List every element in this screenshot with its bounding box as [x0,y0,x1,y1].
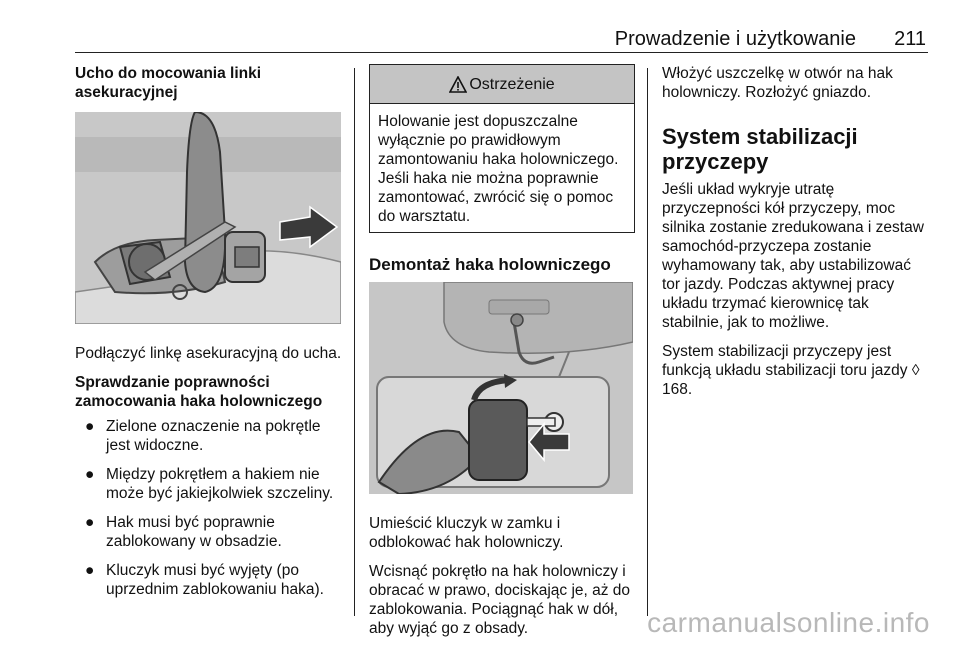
page-reference[interactable]: 168. [662,381,693,398]
column-1 [75,64,343,609]
paragraph: Umieścić kluczyk w zamku i odblokować hak holowniczy. [369,515,564,551]
column-3 [662,64,930,409]
header-title: Prowadzenie i użytkowanie [614,28,856,50]
column-2 [369,64,635,648]
figure-caption: Podłączyć linkę asekuracyjną do ucha. [75,345,342,362]
paragraph: System stabilizacji przyczepy jest funkcją układu stabilizacji toru jazdy ◊ 168. [662,343,920,398]
section-heading: Demontaż haka holowniczego [369,255,611,274]
list-item: ● Kluczyk musi być wyjęty (po uprzednim zablokowaniu haka). [85,562,324,598]
page-number: 211 [894,28,926,50]
warning-title: Ostrzeżenie [469,75,555,93]
warning-box [369,64,635,233]
page-header [75,28,928,54]
column-divider [354,68,355,616]
list-item: ● Między pokrętłem a hakiem nie może być jakiejkolwiek szczeliny. [85,466,334,502]
tow-eye-figure [75,112,341,324]
paragraph: Wcisnąć pokrętło na hak holowniczy i obracać w prawo, dociskając je, aż do zablokowania. Pociągnąć hak w dół, aby wyjąć go z obsady. [369,563,631,637]
header-rule [75,52,928,53]
tow-hook-removal-figure [369,282,633,494]
watermark: carmanualsonline.info [647,607,930,638]
list-item: ● Zielone oznaczenie na pokrętle jest widoczne. [85,418,321,454]
section-heading: System stabilizacji przyczepy [662,124,858,174]
paragraph: Włożyć uszczelkę w otwór na hak holowniczy. Rozłożyć gniazdo. [662,65,893,101]
warning-triangle-icon [449,76,467,93]
list-item: ● Hak musi być poprawnie zablokowany w obsadzie. [85,514,282,550]
page-reference-icon: ◊ [911,362,920,379]
paragraph: Jeśli układ wykryje utratę przyczepności kół przyczepy, moc silnika zostanie zredukowana i zestaw samochód-przyczepa zostanie wyhamowany tak, aby ustabilizować tor jazdy. Podczas aktywnej pracy układu trzymać kierownicę tak stabilnie, jak to możliwe. [662,181,924,331]
bullet-icon: ● [85,562,95,579]
subheading: Sprawdzanie poprawności zamocowania haka holowniczego [75,374,323,410]
column-divider [647,68,648,616]
section-heading: Ucho do mocowania linki asekuracyjnej [75,65,262,101]
warning-text: Holowanie jest dopuszczalne wyłącznie po prawidłowym zamontowaniu haka holowniczego. Jeśli haka nie można poprawnie zamontować, zwrócić się o pomoc do warsztatu. [378,113,619,225]
bullet-icon: ● [85,466,95,483]
bullet-icon: ● [85,418,95,435]
check-list [75,417,343,599]
bullet-icon: ● [85,514,95,531]
warning-header [370,65,634,104]
